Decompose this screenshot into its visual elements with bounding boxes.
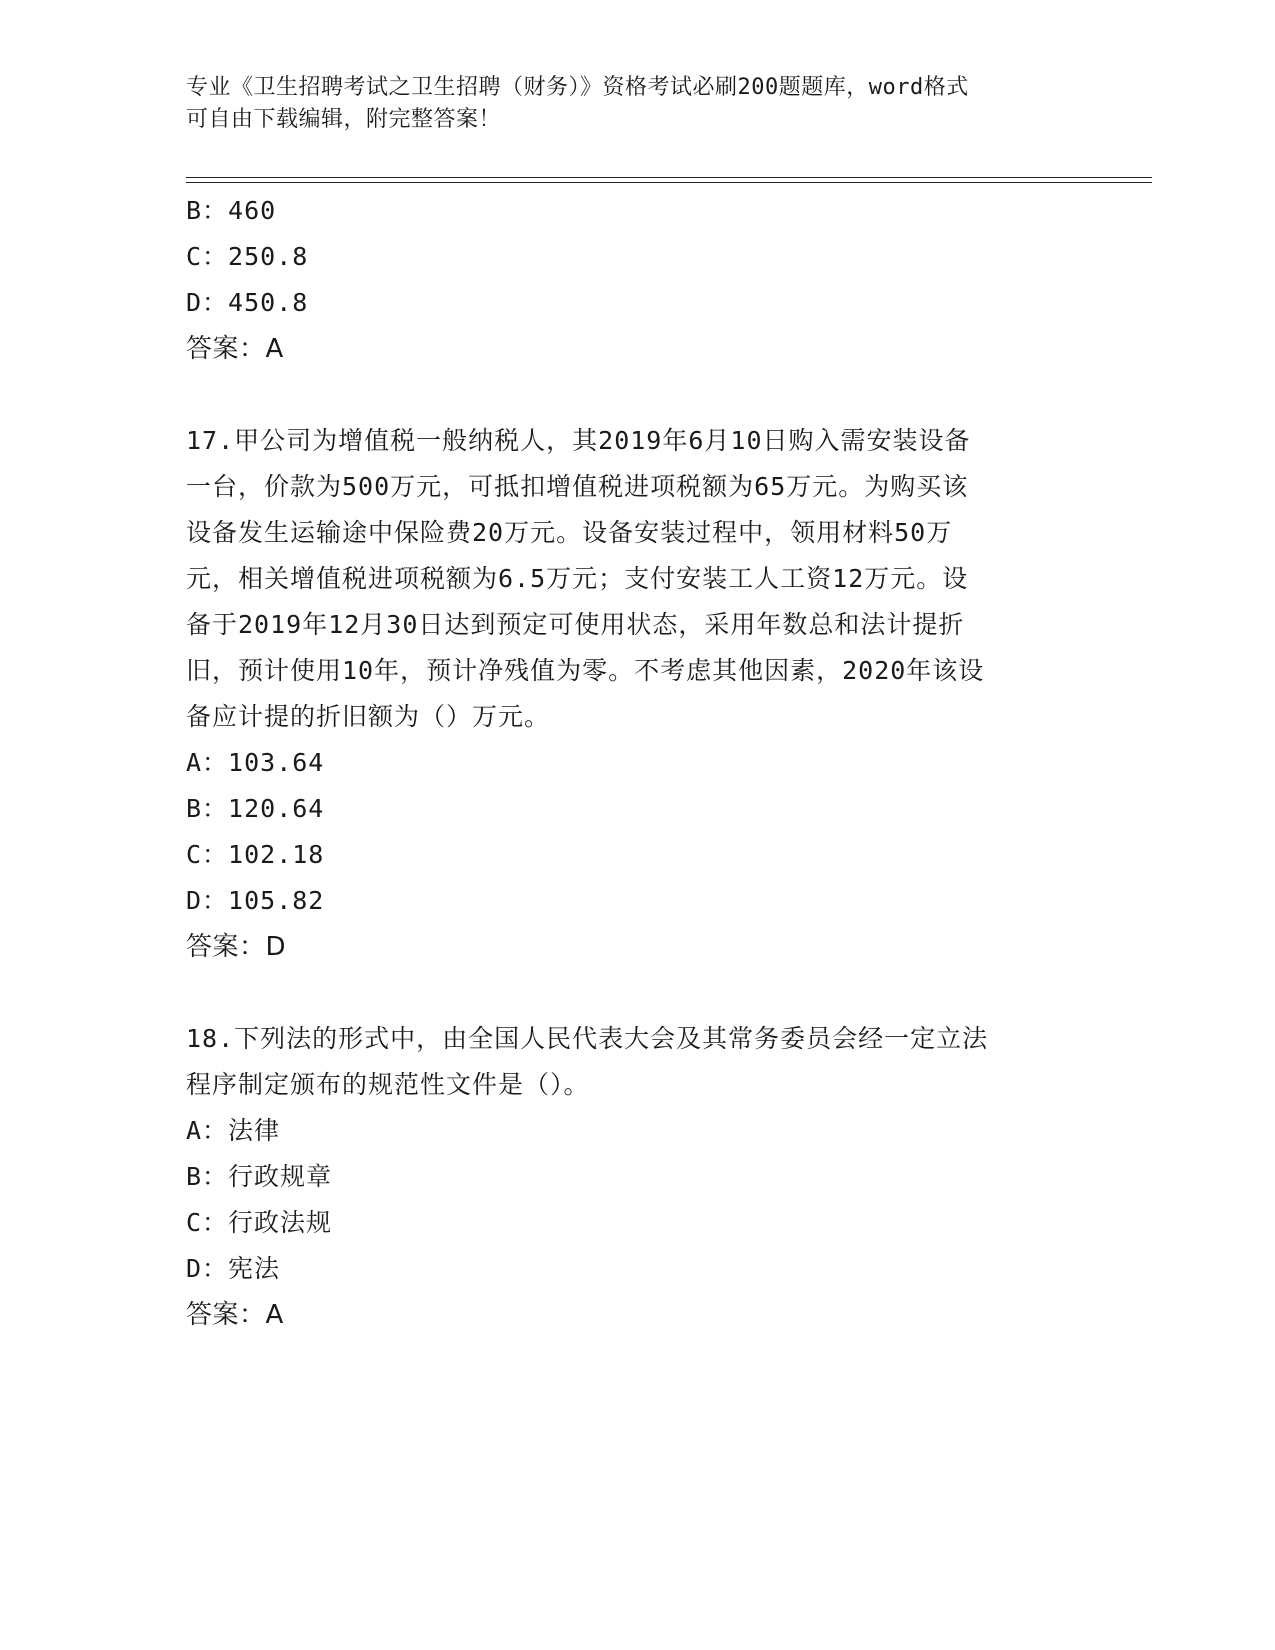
question-text <box>186 1016 1086 1108</box>
header-divider-bottom <box>186 182 1152 183</box>
answer-line: 答案：A <box>186 1300 284 1330</box>
option-c: C：250.8 <box>186 242 309 271</box>
option-c: C：102.18 <box>186 840 325 869</box>
option-d: D：450.8 <box>186 288 309 317</box>
answer-line: 答案：A <box>186 334 284 364</box>
document-body <box>186 188 1086 1338</box>
question-line: 旧，预计使用10年，预计净残值为零。不考虑其他因素，2020年该设 <box>186 656 985 685</box>
option-a: A：103.64 <box>186 748 325 777</box>
previous-question-tail <box>186 188 1086 372</box>
option-c: C：行政法规 <box>186 1208 333 1237</box>
answer-line: 答案：D <box>186 932 287 962</box>
option-b: B：460 <box>186 196 277 225</box>
question-text <box>186 418 1086 740</box>
question-line: 18.下列法的形式中，由全国人民代表大会及其常务委员会经一定立法 <box>186 1024 989 1053</box>
option-d: D：105.82 <box>186 886 325 915</box>
option-d: D：宪法 <box>186 1254 281 1283</box>
header-line-2: 可自由下载编辑，附完整答案！ <box>186 107 502 132</box>
header-divider-top <box>186 177 1152 178</box>
question-line: 17.甲公司为增值税一般纳税人，其2019年6月10日购入需安装设备 <box>186 426 971 455</box>
header-line-1: 专业《卫生招聘考试之卫生招聘（财务）》资格考试必刷200题题库，word格式 <box>186 75 969 100</box>
option-b: B：120.64 <box>186 794 325 823</box>
option-a: A：法律 <box>186 1116 281 1145</box>
question-line: 一台，价款为500万元，可抵扣增值税进项税额为65万元。为购买该 <box>186 472 969 501</box>
question-line: 元，相关增值税进项税额为6.5万元；支付安装工人工资12万元。设 <box>186 564 969 593</box>
option-b: B：行政规章 <box>186 1162 333 1191</box>
spacer <box>186 970 1086 1016</box>
question-line: 设备发生运输途中保险费20万元。设备安装过程中，领用材料50万 <box>186 518 953 547</box>
question-line: 备于2019年12月30日达到预定可使用状态，采用年数总和法计提折 <box>186 610 965 639</box>
question-line: 程序制定颁布的规范性文件是（）。 <box>186 1070 590 1099</box>
question-18 <box>186 1016 1086 1338</box>
spacer <box>186 372 1086 418</box>
document-header <box>186 72 1076 136</box>
question-line: 备应计提的折旧额为（）万元。 <box>186 702 551 731</box>
question-17 <box>186 418 1086 970</box>
